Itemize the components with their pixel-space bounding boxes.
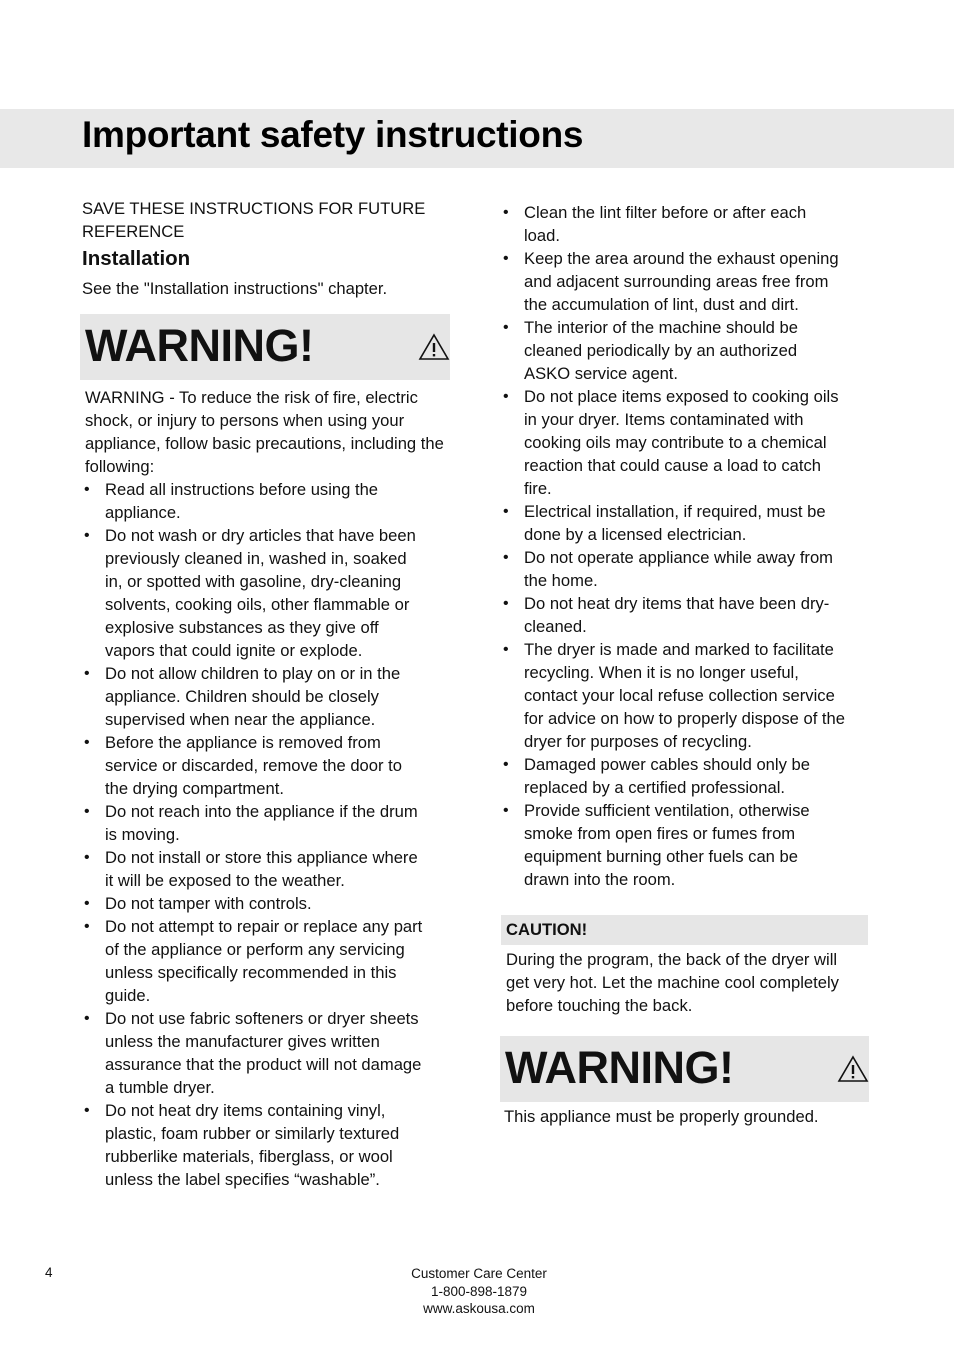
warning-banner	[80, 314, 450, 380]
list-item: • Do not use fabric softeners or dryer sheets unless the manufacturer gives written assurance that the product will not damage a tumble dryer.	[82, 1007, 427, 1099]
list-item: • Do not heat dry items containing vinyl, plastic, foam rubber or similarly textured rubberlike materials, fiberglass, or wool unless the label specifies “washable”.	[82, 1099, 427, 1191]
warning-banner	[500, 1036, 869, 1102]
list-item: • Before the appliance is removed from service or discarded, remove the door to the drying compartment.	[82, 731, 427, 800]
right-column	[501, 201, 871, 1128]
footer-contact	[380, 1265, 578, 1318]
list-item: • Do not install or store this appliance where it will be exposed to the weather.	[82, 846, 427, 892]
list-item: • Keep the area around the exhaust opening and adjacent surrounding areas free from the accumulation of lint, dust and dirt.	[501, 247, 846, 316]
list-item: • The dryer is made and marked to facilitate recycling. When it is no longer useful, contact your local refuse collection service for advice on how to properly dispose of the dryer for purposes of recycling.	[501, 638, 846, 753]
list-item: • Do not heat dry items that have been dry-cleaned.	[501, 592, 846, 638]
title-band	[0, 109, 954, 168]
list-item: • Do not place items exposed to cooking oils in your dryer. Items contaminated with cooking oils may contribute to a chemical reaction that could cause a load to catch fire.	[501, 385, 846, 500]
left-bullet-list	[82, 478, 427, 1191]
footer-customer-care: Customer Care Center	[411, 1266, 547, 1281]
warning-triangle-icon	[837, 1055, 869, 1083]
warning-intro: WARNING - To reduce the risk of fire, electric shock, or injury to persons when using your appliance, follow basic precautions, including the following:	[85, 388, 444, 476]
list-item: • Do not tamper with controls.	[82, 892, 427, 915]
page-number: 4	[45, 1265, 53, 1280]
list-item: • Read all instructions before using the appliance.	[82, 478, 427, 524]
list-item: • Do not reach into the appliance if the drum is moving.	[82, 800, 427, 846]
grounding-text: This appliance must be properly grounded.	[504, 1107, 819, 1126]
list-item: • Do not allow children to play on or in the appliance. Children should be closely supervised when near the appliance.	[82, 662, 427, 731]
caution-text: During the program, the back of the dryer will get very hot. Let the machine cool completely before touching the back.	[506, 950, 839, 1015]
list-item: • Damaged power cables should only be replaced by a certified professional.	[501, 753, 846, 799]
list-item: • Provide sufficient ventilation, otherwise smoke from open fires or fumes from equipment burning other fuels can be drawn into the room.	[501, 799, 846, 891]
list-item: • Do not operate appliance while away from the home.	[501, 546, 846, 592]
list-item: • The interior of the machine should be cleaned periodically by an authorized ASKO service agent.	[501, 316, 846, 385]
list-item: • Do not attempt to repair or replace any part of the appliance or perform any servicing unless specifically recommended in this guide.	[82, 915, 427, 1007]
list-item: • Clean the lint filter before or after each load.	[501, 201, 846, 247]
caution-heading: CAUTION!	[501, 915, 868, 945]
warning-label: WARNING!	[85, 320, 314, 371]
footer-phone: 1-800-898-1879	[430, 1283, 528, 1299]
list-item: • Electrical installation, if required, must be done by a licensed electrician.	[501, 500, 846, 546]
installation-text: See the "Installation instructions" chapter.	[82, 279, 388, 298]
right-bullet-list	[501, 201, 846, 891]
list-item: • Do not wash or dry articles that have been previously cleaned in, washed in, soaked in, or spotted with gasoline, dry-cleaning solvents, cooking oils, other flammable or explosive substances as they give off vapors that could ignite or explode.	[82, 524, 427, 662]
installation-heading: Installation	[82, 247, 191, 270]
warning-label: WARNING!	[505, 1042, 734, 1093]
left-column	[82, 197, 452, 1191]
save-instructions-note: SAVE THESE INSTRUCTIONS FOR FUTURE REFERENCE	[82, 199, 426, 241]
footer-website: www.askousa.com	[423, 1301, 535, 1316]
warning-triangle-icon	[418, 333, 450, 361]
page-title: Important safety instructions	[82, 114, 584, 155]
